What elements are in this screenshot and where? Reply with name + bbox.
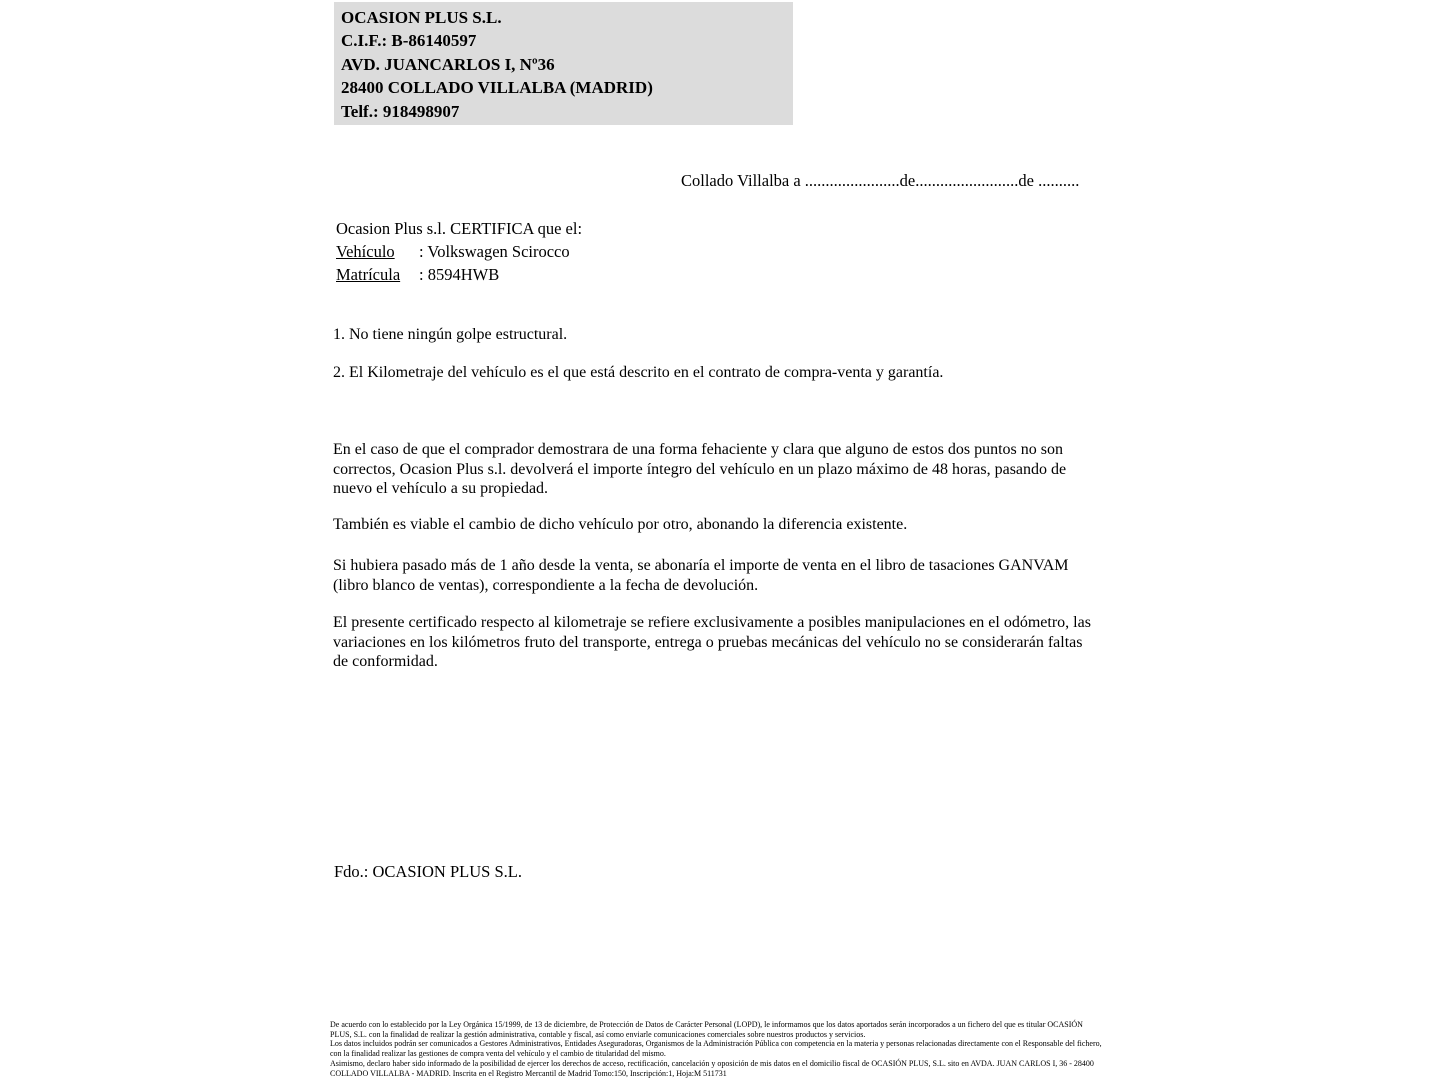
company-cif: C.I.F.: B-86140597 xyxy=(341,31,477,51)
vehicle-value: : Volkswagen Scirocco xyxy=(419,242,570,262)
certify-intro: Ocasion Plus s.l. CERTIFICA que el: xyxy=(336,219,583,238)
legal-paragraph-lopd: De acuerdo con lo establecido por la Ley Orgánica 15/1999, de 13 de diciembre, de Protección de Datos de Carácter Personal (LOPD), le informamos que los datos aportados serán incorporados a un fichero del que es titular OCASIÓN PLUS, S.L. con la finalidad de realizar la gestión administrativa, contable y fiscal, así como enviarle comunicaciones comerciales sobre nuestros productos y servicios. xyxy=(330,1020,1083,1039)
legal-paragraph-rights: Asimismo, declaro haber sido informado de la posibilidad de ejercer los derechos de acceso, rectificación, cancelación y oposición de mis datos en el domicilio fiscal de OCASIÓN PLUS, S.L. sito en AVDA. JUAN CARLOS I, 36 - 28400 COLLADO VILLALBA - MADRID. Inscrita en el Registro Mercantil de Madrid Tomo:150, Inscripción:1, Hoja:M 511731 xyxy=(330,1058,1094,1078)
company-city: 28400 COLLADO VILLALBA (MADRID) xyxy=(341,78,653,98)
certification-block xyxy=(336,217,582,287)
vehicle-label: Vehículo xyxy=(336,242,395,262)
body-paragraph-odometer: El presente certificado respecto al kilometraje se refiere exclusivamente a posibles manipulaciones en el odómetro, las variaciones en los kilómetros fruto del transporte, entrega o pruebas mecánicas del vehículo no se considerarán faltas de conformidad. xyxy=(333,614,1091,671)
company-name: OCASION PLUS S.L. xyxy=(341,8,502,27)
company-header-box xyxy=(334,2,793,125)
legal-paragraph-data-sharing: Los datos incluidos podrán ser comunicados a Gestores Administrativos, Entidades Aseguradoras, Organismos de la Administración Pública con competencia en la materia y personas relacionadas directamente con el Responsable del fichero, con la finalidad realizar las gestiones de compra venta del vehículo y el cambio de titularidad del mismo. xyxy=(330,1039,1102,1059)
signature-line: Fdo.: OCASION PLUS S.L. xyxy=(334,862,522,881)
body-paragraph-refund: En el caso de que el comprador demostrara de una forma fehaciente y clara que alguno de estos dos puntos no son correctos, Ocasion Plus s.l. devolverá el importe íntegro del vehículo en un plazo máximo de 48 horas, pasando de nuevo el vehículo a su propiedad. xyxy=(333,441,1067,498)
certification-point-2: 2. El Kilometraje del vehículo es el que está descrito en el contrato de compra-venta y garantía. xyxy=(333,364,944,381)
date-fill-in-line: Collado Villalba a .......................de.........................de .......... xyxy=(681,171,1080,190)
certification-point-1: 1. No tiene ningún golpe estructural. xyxy=(333,326,568,343)
legal-footer xyxy=(330,1020,1105,1078)
body-paragraph-exchange: También es viable el cambio de dicho vehículo por otro, abonando la diferencia existente. xyxy=(333,516,908,533)
plate-value: : 8594HWB xyxy=(419,265,500,285)
plate-label: Matrícula xyxy=(336,265,401,285)
company-phone: Telf.: 918498907 xyxy=(341,101,460,121)
company-address: AVD. JUANCARLOS I, Nº36 xyxy=(341,54,555,74)
vehicle-row xyxy=(336,240,582,263)
plate-row xyxy=(336,263,582,286)
body-paragraph-ganvam: Si hubiera pasado más de 1 año desde la venta, se abonaría el importe de venta en el libro de tasaciones GANVAM (libro blanco de ventas), correspondiente a la fecha de devolución. xyxy=(333,557,1069,594)
